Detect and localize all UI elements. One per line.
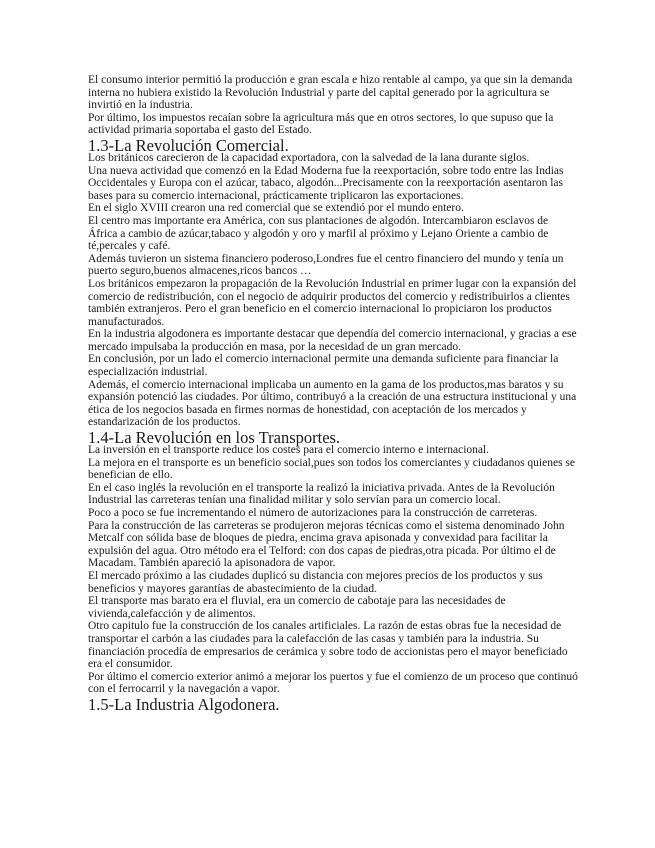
paragraph: Los británicos empezaron la propagación de la Revolución Industrial en primer lugar con la expansión del comercio de redistribución, con el negocio de adquirir productos del comercio y redistribuirlos a clientes también extranjeros. Pero el gran beneficio en el comercio internacional lo propiciaron los productos manufacturados. — [88, 277, 577, 328]
paragraph: Por último el comercio exterior animó a mejorar los puertos y fue el comienzo de un proceso que continuó con el ferrocarril y la navegación a vapor. — [88, 670, 578, 696]
paragraph: Otro capitulo fue la construcción de los canales artificiales. La razón de estas obras fue la necesidad de transportar el carbón a las ciudades para la calefacción de las casas y también para la industria. Su financiación procedía de empresarios de cerámica y sobre todo de accionistas pero el mayor beneficiado era el consumidor. — [88, 620, 568, 671]
section-heading-revolucion-comercial: 1.3-La Revolución Comercial. — [88, 135, 289, 155]
section-heading-revolucion-transportes: 1.4-La Revolución en los Transportes. — [88, 428, 341, 448]
paragraph: En conclusión, por un lado el comercio internacional permite una demanda suficiente para financiar la especialización industrial. — [88, 353, 559, 379]
paragraph: En el caso inglés la revolución en el transporte la realizó la iniciativa privada. Antes de la Revolución Industrial las carreteras tenían una finalidad militar y solo servían para un comercio local. — [88, 481, 555, 507]
paragraph: Los británicos carecieron de la capacidad exportadora, con la salvedad de la lana durante siglos. — [88, 151, 530, 164]
paragraph: Una nueva actividad que comenzó en la Edad Moderna fue la reexportación, sobre todo entre las Indias Occidentales y Europa con el azúcar, tabaco, algodón...Precisamente con la reexportación asentaron las bases para su comercio internacional, prácticamente triplicaron las exportaciones. — [88, 164, 564, 202]
document-body — [88, 74, 580, 714]
paragraph: Para la construcción de las carreteras se produjeron mejoras técnicas como el sistema denominado John Metcalf con sólida base de bloques de piedra, encima grava apisonada y convexidad para facilitar la expulsión del agua. Otro método era el Telford: con dos capas de piedras,otra picada. Por último el de Macadam. También apareció la apisonadora de vapor. — [88, 519, 565, 570]
paragraph: Además, el comercio internacional implicaba un aumento en la gama de los productos,mas baratos y su expansión potenció las ciudades. Por último, contribuyó a la creación de una estructura institucional y una ética de los negocios basada en firmes normas de honestidad, con aceptación de los mercados y estandarización de los productos. — [88, 378, 577, 429]
paragraph: La mejora en el transporte es un beneficio social,pues son todos los comerciantes y ciudadanos quienes se benefician de ello. — [88, 456, 576, 482]
paragraph: La inversión en el transporte reduce los costes para el comercio interno e internacional. — [88, 444, 490, 457]
paragraph: Poco a poco se fue incrementando el número de autorizaciones para la construcción de carreteras. — [88, 507, 538, 519]
section-heading-industria-algodonera: 1.5-La Industria Algodonera. — [88, 694, 280, 714]
paragraph: El mercado próximo a las ciudades duplicó su distancia con mejores precios de los productos y sus beneficios y mayores garantías de abastecimiento de la ciudad. — [88, 569, 543, 595]
paragraph: En el siglo XVIII crearon una red comercial que se extendió por el mundo entero. — [88, 202, 464, 215]
paragraph: El centro mas importante era América, con sus plantaciones de algodón. Intercambiaron esclavos de África a cambio de azúcar,tabaco y algodón y oro y marfil al próximo y Lejano Oriente a cambio de té,percales y café. — [88, 214, 549, 253]
paragraph: Por último, los impuestos recaían sobre la agricultura más que en otros sectores, lo que supuso que la actividad primaria soportaba el gasto del Estado. — [88, 111, 554, 137]
paragraph: El consumo interior permitió la producción e gran escala e hizo rentable al campo, ya que sin la demanda interna no hubiera existido la Revolución Industrial y parte del capital generado por la agricultura se invirtió en la industria. — [88, 74, 573, 112]
paragraph: En la industria algodonera es importante destacar que dependía del comercio internacional, y gracias a ese mercado impulsaba la producción en masa, por la necesidad de un gran mercado. — [88, 328, 577, 353]
paragraph: Además tuvieron un sistema financiero poderoso,Londres fue el centro financiero del mundo y tenía un puerto seguro,buenos almacenes,ricos bancos … — [88, 252, 564, 278]
paragraph: El transporte mas barato era el fluvial, era un comercio de cabotaje para las necesidades de vivienda,calefacción y de alimentos. — [88, 595, 506, 620]
